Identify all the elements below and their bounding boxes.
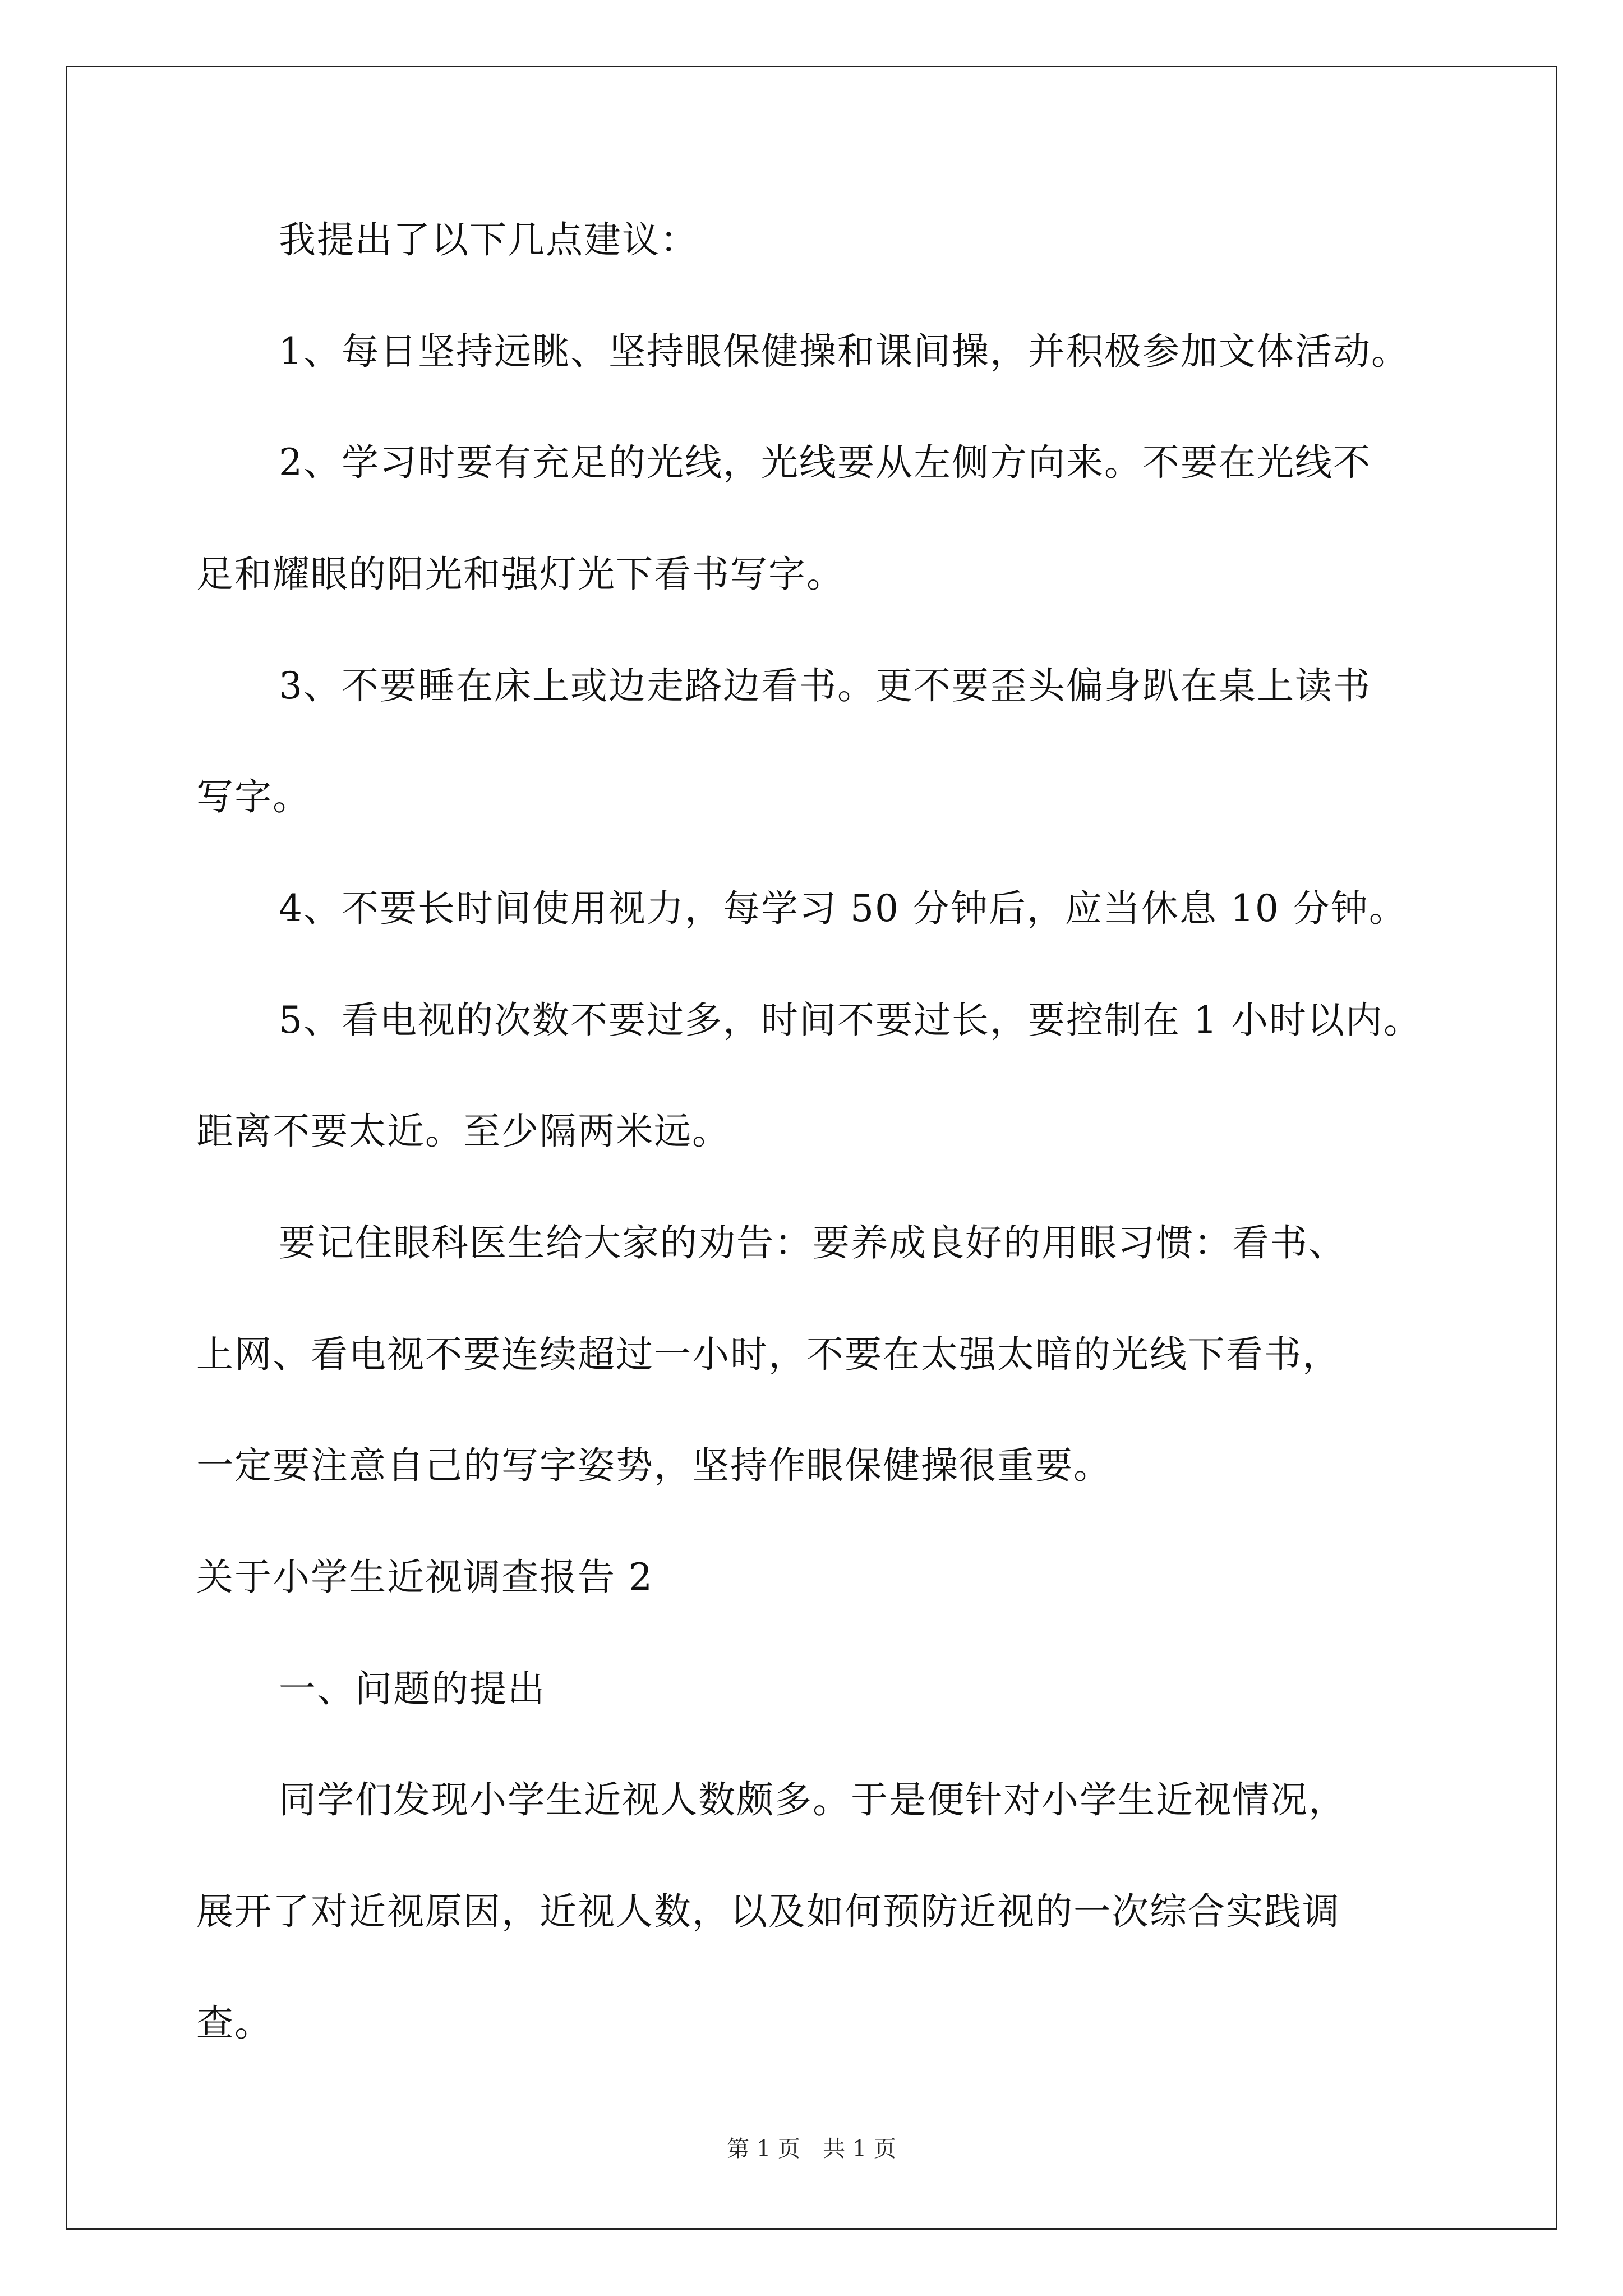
paragraph-line: 查。 [196,2001,273,2045]
paragraph-line: 展开了对近视原因，近视人数，以及如何预防近视的一次综合实践调 [196,1890,1340,1933]
paragraph-line: 足和耀眼的阳光和强灯光下看书写字。 [196,553,845,596]
page-footer: 第 1 页 共 1 页 [727,2136,896,2162]
paragraph-line: 要记住眼科医生给大家的劝告：要养成良好的用眼习惯：看书、 [279,1221,1347,1264]
section-heading: 关于小学生近视调查报告 2 [196,1556,653,1599]
paragraph-line: 写字。 [196,775,311,818]
subheading: 一、问题的提出 [279,1667,546,1710]
paragraph-line: 5、看电视的次数不要过多，时间不要过长，要控制在 1 小时以内。 [279,999,1422,1042]
paragraph-line: 一定要注意自己的写字姿势，坚持作眼保健操很重要。 [196,1444,1112,1487]
paragraph-line: 我提出了以下几点建议： [279,218,698,261]
paragraph-line: 同学们发现小学生近视人数颇多。于是便针对小学生近视情况， [279,1778,1347,1821]
paragraph-line: 1、每日坚持远眺、坚持眼保健操和课间操，并积极参加文体活动。 [279,330,1409,373]
paragraph-line: 距离不要太近。至少隔两米远。 [196,1110,730,1153]
paragraph-line: 上网、看电视不要连续超过一小时，不要在太强太暗的光线下看书， [196,1333,1340,1376]
paragraph-line: 2、学习时要有充足的光线，光线要从左侧方向来。不要在光线不 [279,441,1371,484]
paragraph-line: 4、不要长时间使用视力，每学习 50 分钟后，应当休息 10 分钟。 [279,887,1407,930]
paragraph-line: 3、不要睡在床上或边走路边看书。更不要歪头偏身趴在桌上读书 [279,664,1371,707]
